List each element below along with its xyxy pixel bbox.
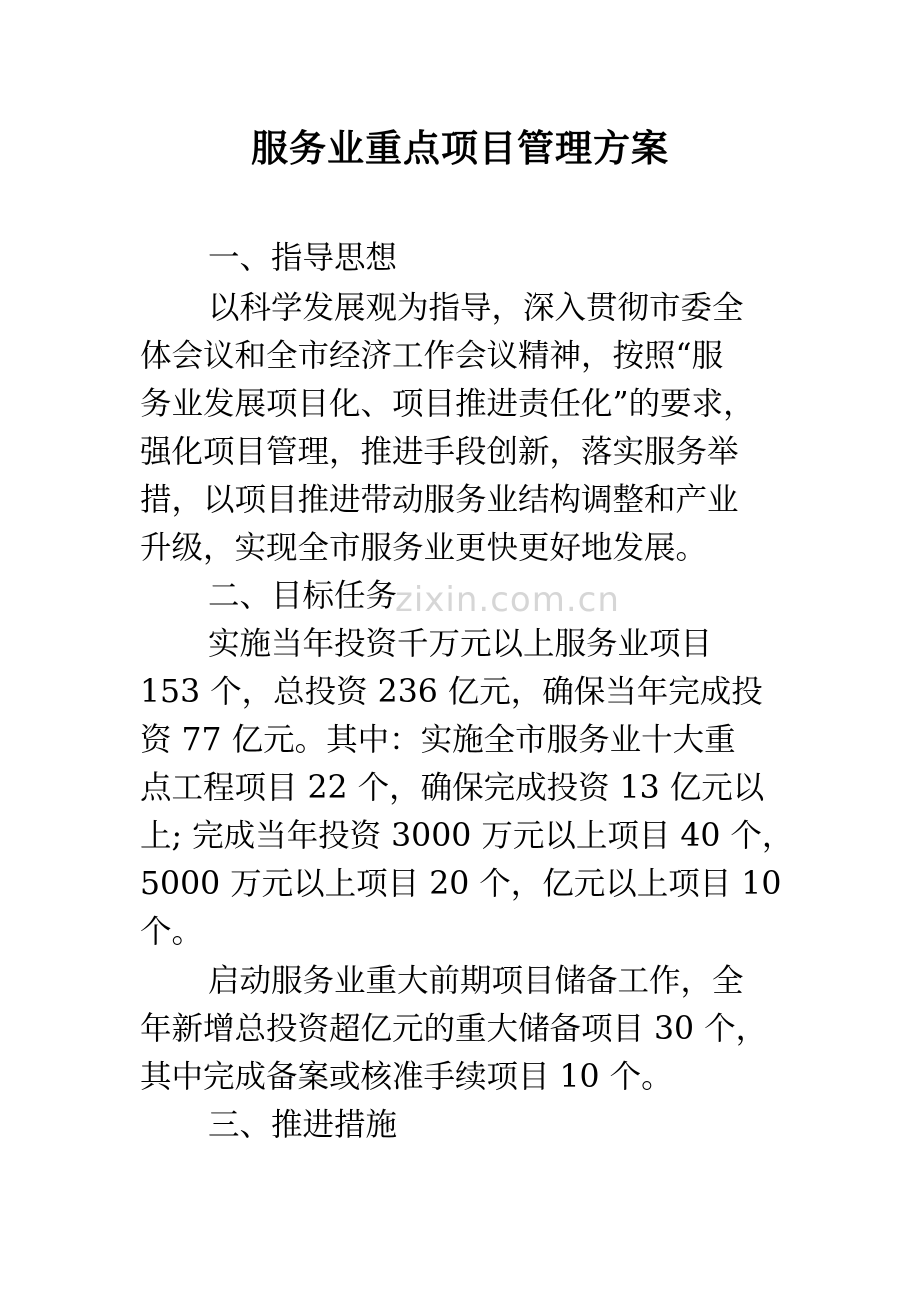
watermark: zixin.com.cn [395,580,620,620]
section-heading-2: 二、目标任务 [208,578,398,614]
paragraph-line: 个。 [140,914,204,950]
paragraph-line: 年新增总投资超亿元的重大储备项目 30 个， [140,1011,768,1047]
paragraph-line: 强化项目管理，推进手段创新，落实服务举 [140,434,739,470]
paragraph-line: 启动服务业重大前期项目储备工作，全 [208,963,744,999]
paragraph-line: 以科学发展观为指导，深入贯彻市委全 [208,290,744,326]
paragraph-line: 体会议和全市经济工作会议精神，按照“服 [140,338,724,374]
paragraph-line: 务业发展项目化、项目推进责任化”的要求， [140,386,755,422]
paragraph-line: 上; 完成当年投资 3000 万元以上项目 40 个， [140,818,794,854]
paragraph-line: 资 77 亿元。其中：实施全市服务业十大重 [140,722,736,758]
paragraph-line: 153 个，总投资 236 亿元，确保当年完成投 [140,674,763,710]
section-heading-1: 一、指导思想 [208,240,398,276]
paragraph-line: 5000 万元以上项目 20 个，亿元以上项目 10 [140,866,782,902]
section-heading-3: 三、推进措施 [208,1107,398,1143]
paragraph-line: 其中完成备案或核准手续项目 10 个。 [140,1059,673,1095]
paragraph-line: 实施当年投资千万元以上服务业项目 [208,626,713,662]
paragraph-line: 措，以项目推进带动服务业结构调整和产业 [140,482,739,518]
document-title: 服务业重点项目管理方案 [251,126,669,170]
paragraph-line: 点工程项目 22 个，确保完成投资 13 亿元以 [140,770,765,806]
paragraph-line: 升级，实现全市服务业更快更好地发展。 [140,530,708,566]
